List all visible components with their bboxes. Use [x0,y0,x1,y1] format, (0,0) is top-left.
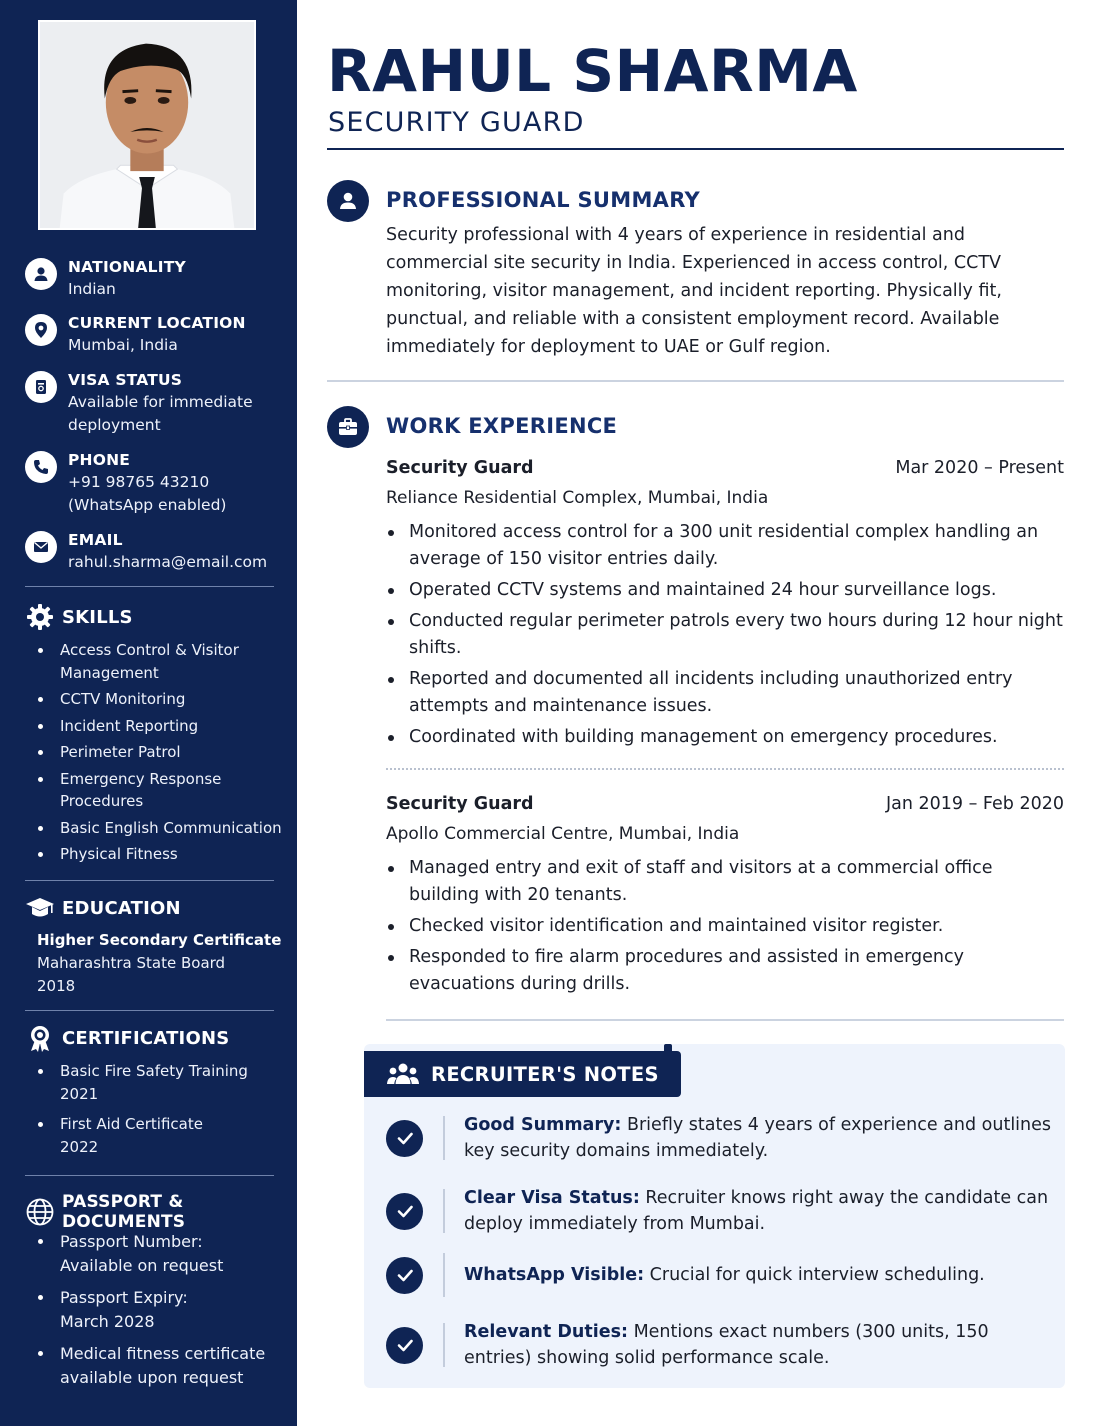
note-text [464,1112,1056,1164]
certification-item [37,1060,287,1105]
skill-item: Basic English Communication [37,817,287,840]
info-visa-status [25,369,287,437]
info-value: Available for immediate deployment [68,393,253,434]
skill-item: Physical Fitness [37,843,287,866]
job-bullets [386,855,1064,998]
note-text [464,1262,985,1288]
job-company: Reliance Residential Complex, Mumbai, India [386,488,769,508]
passport-list [37,1230,287,1398]
note-body: Recruiter knows right away the candidate can deploy immediately from Mumbai. [464,1188,1049,1234]
education-degree: Higher Secondary Certificate [37,931,282,949]
passport-item [37,1286,287,1333]
certification-year: 2021 [60,1084,99,1103]
skill-item: Emergency Response Procedures [37,768,287,813]
job-bullets [386,519,1064,751]
job-divider [386,768,1064,770]
envelope-icon [25,531,57,563]
recruiter-notes-title: RECRUITER'S NOTES [431,1062,659,1086]
sidebar-divider [25,880,274,881]
info-phone [25,449,287,517]
job-title: Security Guard [386,458,534,478]
passport-heading [25,1192,297,1232]
note-item [386,1253,1056,1297]
passport-item-line: Passport Expiry: [60,1288,188,1307]
note-separator [443,1253,445,1297]
note-label: Good Summary: [464,1115,622,1135]
job-bullet: Reported and documented all incidents including unauthorized entry attempts and maintenance issues. [386,666,1064,720]
checkmark-icon [386,1327,423,1364]
person-icon [25,258,57,290]
globe-icon [25,1197,55,1227]
section-divider [386,1019,1064,1021]
sidebar [0,0,297,1426]
note-text [464,1319,1056,1371]
job-company: Apollo Commercial Centre, Mumbai, India [386,824,740,844]
passport-item-line: Available on request [60,1255,224,1275]
candidate-name: RAHUL SHARMA [327,37,858,105]
graduation-cap-icon [25,893,55,923]
job-bullet: Conducted regular perimeter patrols every two hours during 12 hour night shifts. [386,608,1064,662]
location-pin-icon [25,314,57,346]
profile-photo [38,20,256,230]
passport-title: PASSPORT & DOCUMENTS [62,1192,186,1232]
summary-text: Security professional with 4 years of experience in residential and commercial site security in India. Experienced in access control, CCTV monitoring, visitor management, and incident reporting. Physically fit, punctual, and reliable with a consistent employment record. Available immediately for deployment to UAE or Gulf region. [386,225,1002,357]
summary-heading: PROFESSIONAL SUMMARY [386,188,701,212]
education-board: Maharashtra State Board [37,954,226,972]
passport-item-line: Medical fitness certificate [60,1344,266,1363]
certification-item [37,1113,287,1158]
skills-list [37,639,287,870]
job-entry [386,455,1064,755]
passport-item [37,1230,287,1277]
skill-item: Perimeter Patrol [37,741,287,764]
skill-item: Incident Reporting [37,715,287,738]
recruiter-notes-tab [364,1051,681,1097]
note-text [464,1185,1056,1237]
job-bullet: Responded to fire alarm procedures and assisted in emergency evacuations during drills. [386,944,1064,998]
note-item [386,1112,1056,1164]
passport-item-line: Passport Number: [60,1232,203,1251]
note-separator [443,1323,445,1367]
info-value: rahul.sharma@email.com [68,553,268,571]
checkmark-icon [386,1120,423,1157]
skills-heading [25,602,133,632]
info-value: Mumbai, India [68,336,178,354]
experience-heading: WORK EXPERIENCE [386,414,618,438]
certification-year: 2022 [60,1137,99,1156]
sidebar-divider [25,586,274,587]
job-bullet: Operated CCTV systems and maintained 24 hour surveillance logs. [386,577,1064,604]
note-label: Relevant Duties: [464,1322,628,1342]
info-label: EMAIL [68,531,123,549]
profile-photo-image [40,22,254,228]
education-year: 2018 [37,977,76,995]
award-ribbon-icon [25,1023,55,1053]
note-item [386,1185,1056,1237]
people-group-icon [386,1060,420,1088]
certifications-heading [25,1023,229,1053]
info-label: PHONE [68,451,131,469]
checkmark-icon [386,1257,423,1294]
note-body: Briefly states 4 years of experience and outlines key security domains immediately. [464,1115,1052,1161]
briefcase-icon [327,406,369,448]
note-separator [443,1189,445,1233]
note-label: WhatsApp Visible: [464,1265,645,1285]
note-item [386,1319,1056,1371]
note-separator [443,1116,445,1160]
candidate-role: SECURITY GUARD [328,107,585,138]
job-title: Security Guard [386,794,534,814]
info-current-location [25,312,287,357]
certifications-list [37,1060,287,1162]
checkmark-icon [386,1193,423,1230]
passport-item-line: March 2028 [60,1311,155,1331]
passport-item [37,1342,287,1389]
skill-item: CCTV Monitoring [37,688,287,711]
passport-item-line: available upon request [60,1367,244,1387]
job-dates: Jan 2019 – Feb 2020 [885,794,1064,814]
job-bullet: Monitored access control for a 300 unit residential complex handling an average of 150 visitor entries daily. [386,519,1064,573]
info-label: VISA STATUS [68,371,183,389]
info-nationality [25,256,287,301]
skills-title: SKILLS [62,606,133,628]
job-bullet: Coordinated with building management on emergency procedures. [386,724,1064,751]
sidebar-divider [25,1175,274,1176]
skill-item: Access Control & Visitor Management [37,639,287,684]
job-bullet: Checked visitor identification and maintained visitor register. [386,913,1064,940]
phone-icon [25,451,57,483]
section-divider [327,380,1064,382]
certification-name: Basic Fire Safety Training [60,1062,248,1080]
job-entry [386,791,1064,1002]
info-email [25,529,287,574]
note-body: Crucial for quick interview scheduling. [649,1265,985,1285]
user-icon [327,180,369,222]
header-divider [327,148,1064,150]
sidebar-divider [25,1010,274,1011]
info-label: CURRENT LOCATION [68,314,246,332]
visa-document-icon [25,371,57,403]
gear-icon [25,602,55,632]
note-body: Mentions exact numbers (300 units, 150 entries) showing solid performance scale. [464,1322,989,1368]
education-entry [37,929,287,998]
education-title: EDUCATION [62,897,181,919]
job-bullet: Managed entry and exit of staff and visitors at a commercial office building with 20 tenants. [386,855,1064,909]
job-dates: Mar 2020 – Present [895,458,1064,478]
info-value: +91 98765 43210 (WhatsApp enabled) [68,473,227,514]
note-label: Clear Visa Status: [464,1188,640,1208]
certification-name: First Aid Certificate [60,1115,203,1133]
certifications-title: CERTIFICATIONS [62,1027,230,1049]
education-heading [25,893,181,923]
info-label: NATIONALITY [68,258,186,276]
info-value: Indian [68,280,116,298]
